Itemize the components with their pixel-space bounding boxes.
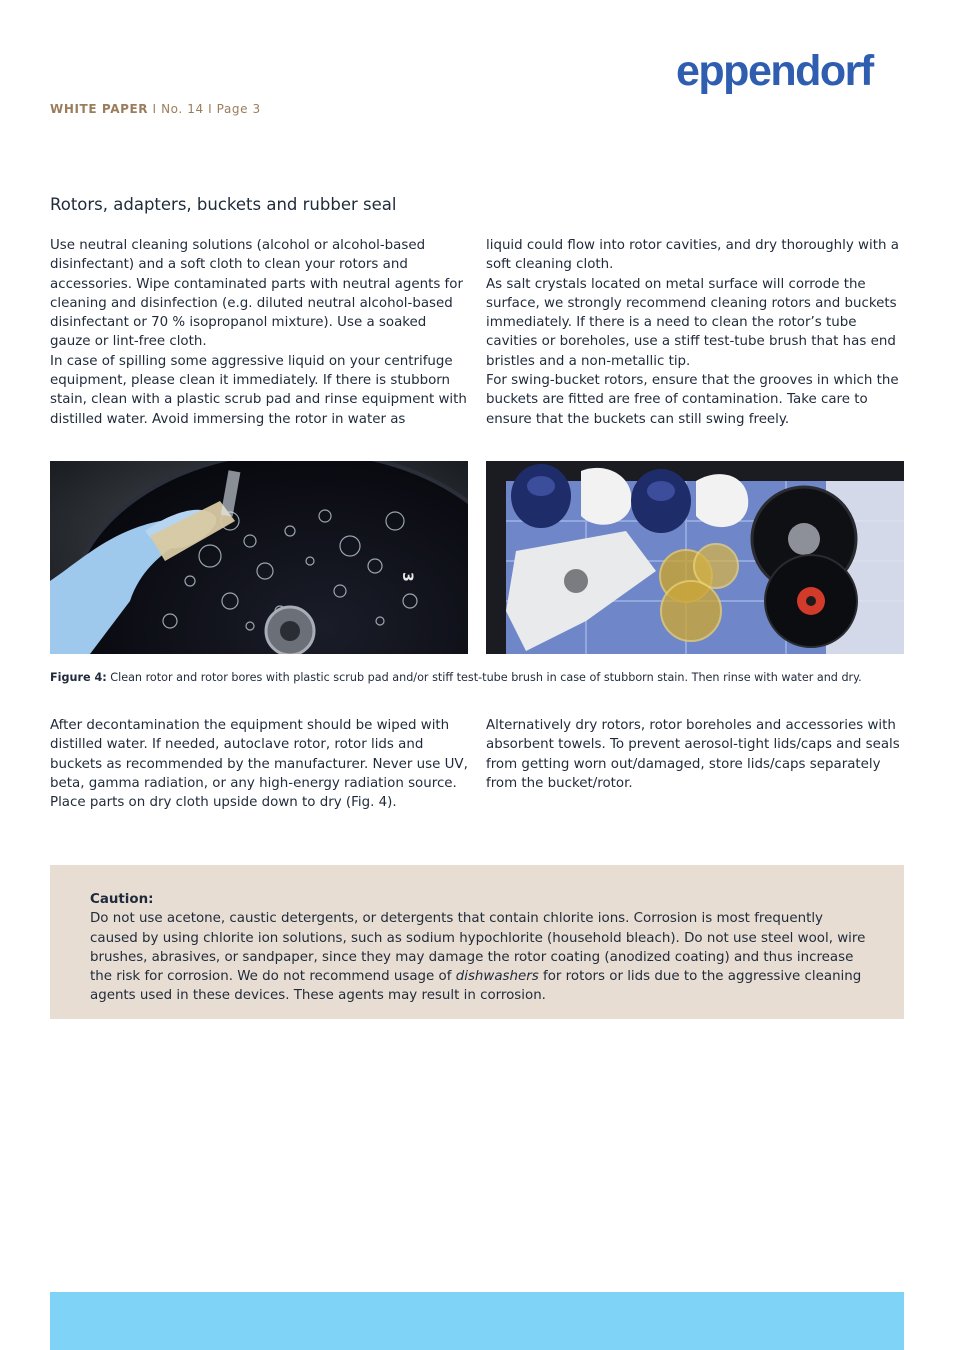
header-separator: I <box>148 102 162 116</box>
caution-title: Caution: <box>90 892 154 907</box>
header-separator: I <box>203 102 217 116</box>
section-title: Rotors, adapters, buckets and rubber seal <box>50 195 397 214</box>
header-number: No. 14 <box>161 102 204 116</box>
paragraph: After decontamination the equipment should be wiped with distilled water. If needed, autoclave rotor, rotor lids and buckets as recommended by the manufacturer. Never use UV, beta, gamma radiation, or any high-energy radiation source. Place parts on dry cloth upside down to dry (Fig. 4). <box>50 718 468 811</box>
parts-drying-illustration <box>486 461 904 654</box>
footer-bar <box>50 1292 904 1350</box>
caution-text <box>90 909 870 1005</box>
figure-text: Clean rotor and rotor bores with plastic scrub pad and/or stiff test-tube brush in case of stubborn stain. Then rinse with water and dry. <box>106 671 862 684</box>
caution-box <box>50 865 904 1019</box>
text-column-1 <box>50 236 468 429</box>
paragraph: In case of spilling some aggressive liquid on your centrifuge equipment, please clean it immediately. If there is stubborn stain, clean with a plastic scrub pad and rinse equipment with distilled water. Avoid immersing the rotor in water as <box>50 353 467 427</box>
figure-caption <box>50 671 862 684</box>
paragraph: liquid could flow into rotor cavities, and dry thoroughly with a soft cleaning cloth. <box>486 238 899 273</box>
rotor-number-label: 3 <box>399 572 415 582</box>
rotor-cleaning-illustration <box>50 461 468 654</box>
paragraph: As salt crystals located on metal surface will corrode the surface, we strongly recommend cleaning rotors and buckets immediately. If there is a need to clean the rotor’s tube cavities or boreholes, use a stiff test-tube brush that has end bristles and a non-metallic tip. <box>486 276 897 369</box>
text-column-3 <box>50 716 468 812</box>
header-label: WHITE PAPER <box>50 102 149 116</box>
paragraph: For swing-bucket rotors, ensure that the grooves in which the buckets are fitted are free of contamination. Take care to ensure that the buckets can still swing freely. <box>486 373 899 427</box>
text-column-4 <box>486 716 904 793</box>
page-header <box>50 102 261 116</box>
text-column-2 <box>486 236 904 429</box>
paragraph: Alternatively dry rotors, rotor boreholes and accessories with absorbent towels. To prevent aerosol-tight lids/caps and seals from getting worn out/damaged, store lids/caps separately from the bucket/rotor. <box>486 718 900 791</box>
caution-text-a: Do not use acetone, caustic detergents, or detergents that contain chlorite ions. Corrosion is most frequently caused by using chlorite ion solutions, such as sodium hypochlorite (household bleach). Do not use steel wool, wire brushes, abrasives, or sandpaper, since they may damage the rotor coating (anodized coating) and thus increase the risk for corrosion. We do not recommend usage of <box>90 911 866 985</box>
header-page: Page 3 <box>216 102 261 116</box>
caution-emphasis: dishwashers <box>455 969 539 985</box>
eppendorf-logo: eppendorf <box>676 47 873 95</box>
figure-label: Figure 4: <box>50 671 107 684</box>
parts-drying-photo <box>486 461 904 654</box>
caution-text-b: for rotors or lids due to the aggressive cleaning agents used in these devices. These agents may result in corrosion. <box>90 969 862 1004</box>
rotor-cleaning-photo <box>50 461 468 654</box>
paragraph: Use neutral cleaning solutions (alcohol or alcohol-based disinfectant) and a soft cloth to clean your rotors and accessories. Wipe contaminated parts with neutral agents for cleaning and disinfection (e.g. diluted neutral alcohol-based disinfectant or 70 % isopropanol mixture). Use a soaked gauze or lint-free cloth. <box>50 238 463 350</box>
